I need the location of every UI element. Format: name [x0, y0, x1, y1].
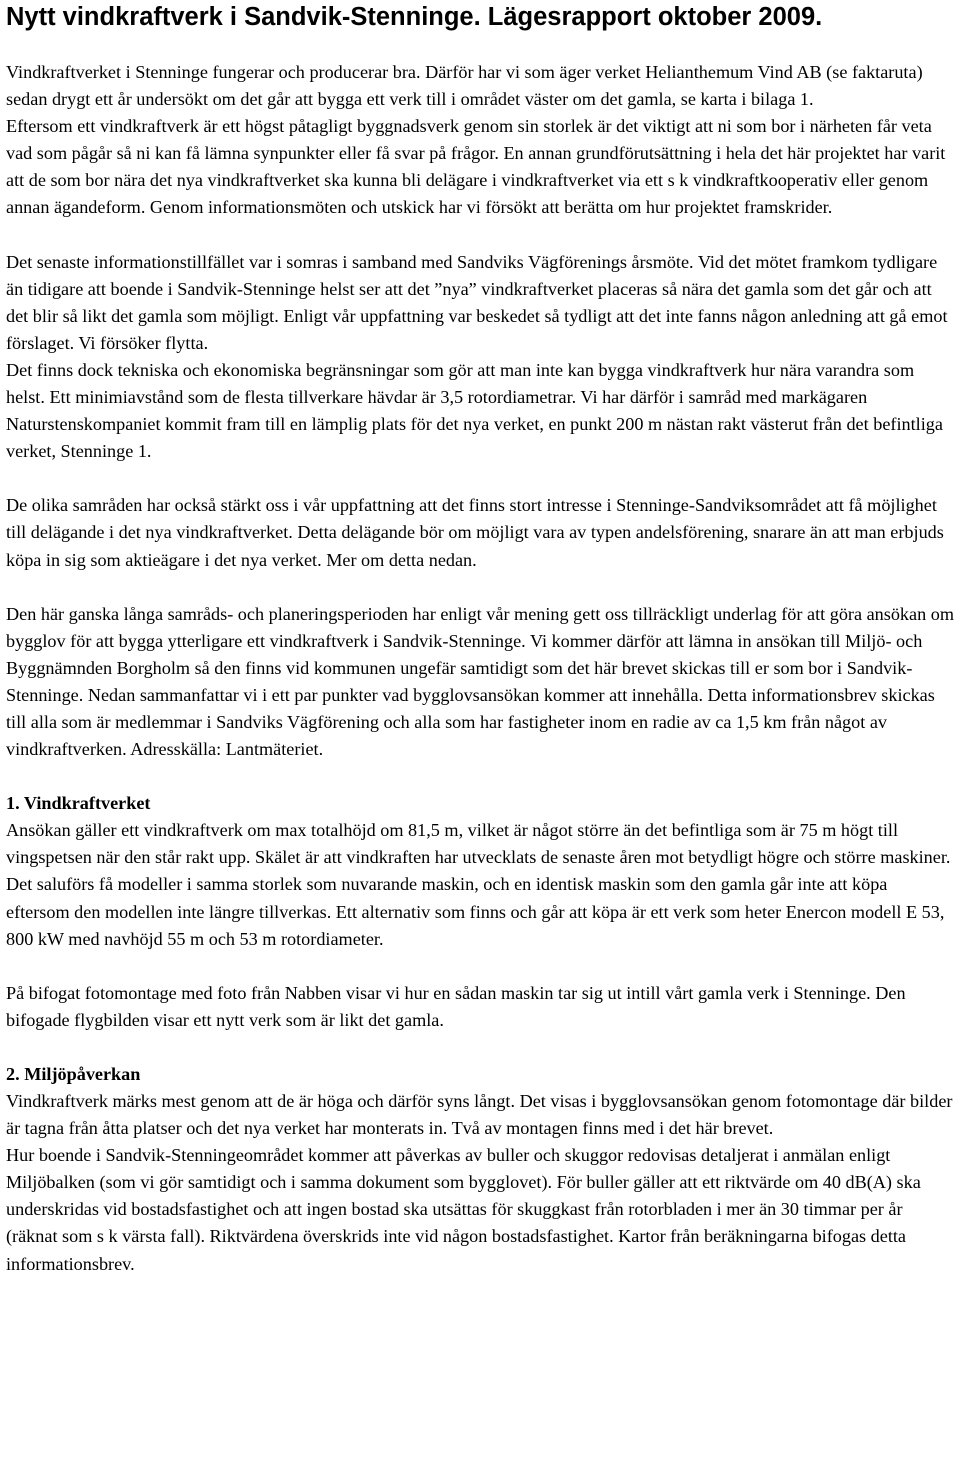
- section-1-heading: 1. Vindkraftverket: [6, 793, 151, 814]
- section-1-body: Ansökan gäller ett vindkraftverk om max totalhöjd om 81,5 m, vilket är något större än det befintliga som är 75 m högt till vingspetsen när den står rakt upp. Skälet är att vindkraften har utvecklats de senaste åren mot betydligt högre och större maskiner. Det saluförs få modeller i samma storlek som nuvarande maskin, och en identisk maskin som den gamla går inte att köpa eftersom den modellen inte längre tillverkas. Ett alternativ som finns och går att köpa är ett verk som heter Enercon modell E 53, 800 kW med navhöjd 55 m och 53 m rotordiameter.: [6, 820, 951, 949]
- section-2-body-2: Hur boende i Sandvik-Stenningeområdet kommer att påverkas av buller och skuggor redovisas detaljerat i anmälan enligt Miljöbalken (som vi gör samtidigt och i samma dokument som bygglovet). För buller gäller att ett riktvärde om 40 dB(A) ska underskridas vid bostadsfastighet och att ingen bostad ska utsättas för skuggkast från rotorbladen i mer än 30 timmar per år (räknat som s k värsta fall). Riktvärdena överskrids inte vid någon bostadsfastighet. Kartor från beräkningarna bifogas detta informationsbrev.: [6, 1145, 921, 1274]
- section-2-heading: 2. Miljöpåverkan: [6, 1063, 141, 1084]
- section-2-body-1: Vindkraftverk märks mest genom att de är höga och därför syns långt. Det visas i bygglovsansökan genom fotomontage där bilder är tagna från åtta platser och det nya verket har monterats in. Två av montagen finns med i det här brevet.: [6, 1091, 953, 1139]
- photo-montage-paragraph: På bifogat fotomontage med foto från Nabben visar vi hur en sådan maskin tar sig ut intill vårt gamla verk i Stenninge. Den bifogade flygbilden visar ett nytt verk som är likt det gamla.: [6, 982, 906, 1030]
- consultation-section: [6, 249, 954, 466]
- intro-paragraph-2: Eftersom ett vindkraftverk är ett högst påtagligt byggnadsverk genom sin storlek är det viktigt att ni som bor i närheten får veta vad som pågår så ni kan få lämna synpunkter eller få svar på frågor. En annan grundförutsättning i hela det här projektet har varit att de som bor nära det nya vindkraftverket ska kunna bli delägare i vindkraftverket via ett s k vindkraftkooperativ eller genom annan ägandeform. Genom informationsmöten och utskick har vi försökt att berätta om hur projektet framskrider.: [6, 116, 946, 218]
- photo-montage-section: [6, 980, 954, 1034]
- consultation-paragraph-1: Det senaste informationstillfället var i somras i samband med Sandviks Vägförenings årsmöte. Vid det mötet framkom tydligare än tidigare att boende i Sandvik-Stenninge helst ser att det ”nya” vindkraftverket placeras så nära det gamla som det går och att det blir så likt det gamla som möjligt. Enligt vår uppfattning var beskedet så tydligt att det inte fanns någon anledning att gå emot förslaget. Vi försöker flytta.: [6, 251, 948, 353]
- consultation-paragraph-2: Det finns dock tekniska och ekonomiska begränsningar som gör att man inte kan bygga vindkraftverk hur nära varandra som helst. Ett minimiavstånd som de flesta tillverkare hävdar är 3,5 rotordiametrar. Vi har därför i samråd med markägaren Naturstenskompaniet kommit fram till en lämplig plats för det nya verket, en punkt 200 m nästan rakt västerut från det befintliga verket, Stenninge 1.: [6, 359, 943, 462]
- application-section: [6, 601, 954, 764]
- ownership-paragraph: De olika samråden har också stärkt oss i vår uppfattning att det finns stort intresse i Stenninge-Sandviksområdet att få möjlighet till delägande i det nya vindkraftverket. Detta delägande bör om möjligt vara av typen andelsförening, snarare än att man erbjuds köpa in sig som aktieägare i det nya verket. Mer om detta nedan.: [6, 495, 944, 570]
- section-miljopaverkan: [6, 1061, 954, 1278]
- application-paragraph: Den här ganska långa samråds- och planeringsperioden har enligt vår mening gett oss tillräckligt underlag för att göra ansökan om bygglov för att bygga ytterligare ett vindkraftverk i Sandvik-Stenninge. Vi kommer därför att lämna in ansökan till Miljö- och Byggnämnden Borgholm så den finns vid kommunen ungefär samtidigt som det här brevet skickas till er som bor i Sandvik-Stenninge. Nedan sammanfattar vi i ett par punkter vad bygglovsansökan kommer att innehålla. Detta informationsbrev skickas till alla som är medlemmar i Sandviks Vägförening och alla som har fastigheter inom en radie av ca 1,5 km från något av vindkraftverken. Adresskälla: Lantmäteriet.: [6, 603, 954, 760]
- document-title: Nytt vindkraftverk i Sandvik-Stenninge. Lägesrapport oktober 2009.: [6, 3, 823, 31]
- ownership-section: [6, 492, 954, 573]
- intro-paragraph-1: Vindkraftverket i Stenninge fungerar och producerar bra. Därför har vi som äger verket Helianthemum Vind AB (se faktaruta) sedan drygt ett år undersökt om det går att bygga ett verk till i området väster om det gamla, se karta i bilaga 1.: [6, 62, 923, 110]
- section-vindkraftverket: [6, 790, 954, 953]
- intro-section: [6, 59, 954, 222]
